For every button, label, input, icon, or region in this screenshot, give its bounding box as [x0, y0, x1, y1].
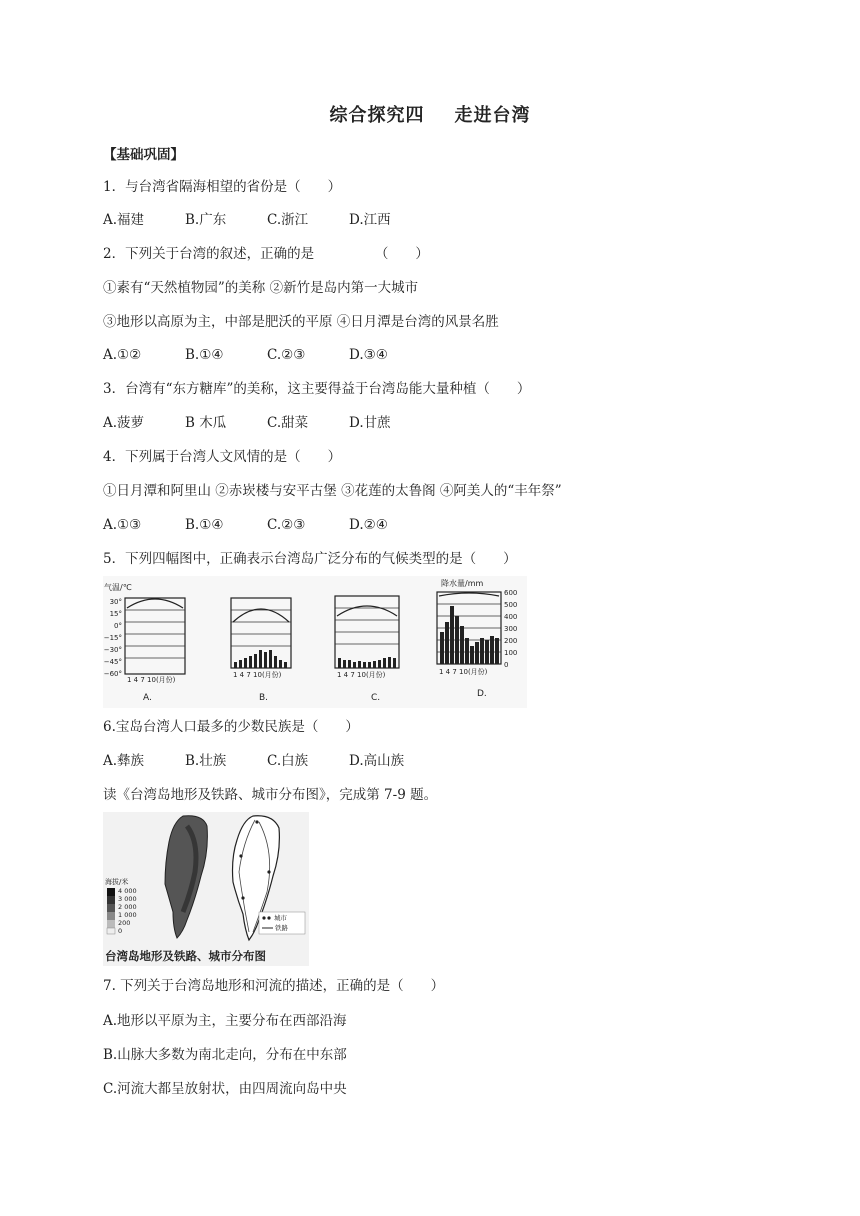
elevation-legend [107, 888, 115, 934]
q1-option-c: C.浙江 [267, 212, 309, 228]
taiwan-map-figure [103, 812, 309, 966]
month-axis: 1 4 7 10(月份) [439, 668, 488, 676]
q2-option-d: D.③④ [349, 347, 388, 363]
title-part2: 走进台湾 [454, 105, 531, 126]
precip-tick: 600 [504, 589, 518, 597]
q2-options [103, 346, 431, 364]
q7-option-a: A.地形以平原为主，主要分布在西部沿海 [103, 1013, 347, 1029]
temp-tick: −60° [103, 670, 122, 678]
q1-options [103, 211, 431, 229]
q6-options [103, 752, 431, 770]
q6-option-c: C.白族 [267, 753, 309, 769]
precip-tick: 100 [504, 649, 518, 657]
q7-option-b: B.山脉大多数为南北走向，分布在中东部 [103, 1047, 347, 1063]
panel-label-d: D. [477, 689, 487, 699]
q3-option-b: B 木瓜 [185, 415, 227, 431]
q4-options [103, 516, 431, 534]
temp-tick: −30° [103, 646, 122, 654]
read-instruction: 读《台湾岛地形及铁路、城市分布图》，完成第 7-9 题。 [103, 787, 438, 803]
q3-options [103, 414, 431, 432]
q3-stem: 3．台湾有“东方糖库”的美称，这主要得益于台湾岛能大量种植（ ） [103, 381, 531, 397]
q4-line1: ①日月潭和阿里山 ②赤崁楼与安平古堡 ③花莲的太鲁阁 ④阿美人的“丰年祭” [103, 483, 562, 499]
q4-option-b: B.①④ [185, 517, 224, 533]
elevation-level: 3 000 [118, 895, 137, 903]
elevation-legend-title: 海拔/米 [105, 878, 129, 886]
elevation-level: 4 000 [118, 887, 137, 895]
precip-tick: 300 [504, 625, 518, 633]
precip-tick: 500 [504, 601, 518, 609]
q2-line1: ①素有“天然植物园”的美称 ②新竹是岛内第一大城市 [103, 280, 419, 296]
q5-stem: 5．下列四幅图中，正确表示台湾岛广泛分布的气候类型的是（ ） [103, 551, 517, 567]
panel-label-b: B. [259, 693, 269, 703]
legend-railway: 铁路 [275, 924, 288, 932]
precip-tick: 200 [504, 637, 518, 645]
section-label: 【基础巩固】 [103, 147, 184, 163]
q6-option-b: B.壮族 [185, 753, 227, 769]
q2-option-a: A.①② [103, 347, 142, 363]
precip-tick: 0 [504, 661, 509, 669]
q3-option-d: D.甘蔗 [349, 415, 391, 431]
q1-option-d: D.江西 [349, 212, 391, 228]
elevation-level: 200 [118, 919, 131, 927]
elevation-level: 2 000 [118, 903, 137, 911]
elevation-level: 1 000 [118, 911, 137, 919]
q1-stem: 1．与台湾省隔海相望的省份是（ ） [103, 179, 342, 195]
q4-option-a: A.①③ [103, 517, 142, 533]
q3-option-a: A.菠萝 [103, 415, 145, 431]
elevation-level: 0 [118, 927, 123, 935]
temp-axis-label: 气温/℃ [104, 583, 132, 592]
month-axis: 1 4 7 10(月份) [337, 671, 386, 679]
q4-option-c: C.②③ [267, 517, 306, 533]
q2-option-c: C.②③ [267, 347, 306, 363]
temp-tick: 0° [114, 622, 122, 630]
q3-option-c: C.甜菜 [267, 415, 309, 431]
map-caption: 台湾岛地形及铁路、城市分布图 [105, 949, 266, 963]
q7-option-c: C.河流大都呈放射状，由四周流向岛中央 [103, 1081, 347, 1097]
climate-charts-figure [103, 576, 527, 708]
q4-option-d: D.②④ [349, 517, 388, 533]
legend-city: 城市 [274, 914, 287, 922]
q4-stem: 4．下列属于台湾人文风情的是（ ） [103, 449, 342, 465]
q7-stem: 7. 下列关于台湾岛地形和河流的描述，正确的是（ ） [103, 978, 445, 994]
panel-label-a: A. [143, 693, 152, 703]
q2-option-b: B.①④ [185, 347, 224, 363]
temp-tick: 30° [109, 598, 122, 606]
q1-option-a: A.福建 [103, 212, 145, 228]
temp-tick: −15° [103, 634, 122, 642]
month-axis: 1 4 7 10(月份) [233, 671, 282, 679]
panel-label-c: C. [371, 693, 381, 703]
q6-stem: 6.宝岛台湾人口最多的少数民族是（ ） [103, 719, 359, 735]
q2-stem: 2．下列关于台湾的叙述，正确的是 （ ） [103, 246, 429, 262]
title-part1: 综合探究四 [329, 105, 425, 126]
q6-option-a: A.彝族 [103, 753, 145, 769]
q1-option-b: B.广东 [185, 212, 227, 228]
temp-tick: 15° [109, 610, 122, 618]
temp-tick: −45° [103, 658, 122, 666]
precip-axis-label: 降水量/mm [441, 579, 484, 588]
precip-tick: 400 [504, 613, 518, 621]
q2-line2: ③地形以高原为主，中部是肥沃的平原 ④日月潭是台湾的风景名胜 [103, 314, 499, 330]
month-axis: 1 4 7 10(月份) [127, 676, 176, 684]
page-title [0, 101, 860, 127]
q6-option-d: D.高山族 [349, 753, 405, 769]
